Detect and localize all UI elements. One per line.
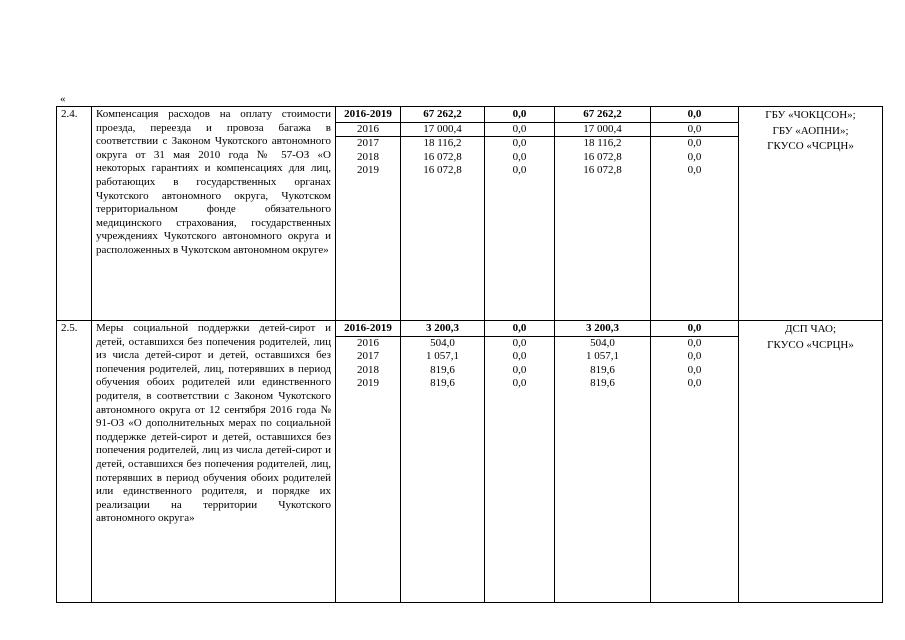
amount-value: 0,0 — [512, 150, 527, 163]
row-number: 2.5. — [57, 321, 92, 603]
amount-value: 0,0 — [687, 377, 702, 390]
year-value: 2019 — [357, 164, 379, 177]
amount-value: 0,0 — [512, 363, 527, 376]
responsible-executor: ГКУСО «ЧСРЦН» — [767, 140, 854, 152]
amount-value: 3 200,3 — [554, 322, 651, 337]
amount-value: 0,0 — [512, 137, 527, 150]
amount-value: 0,0 — [484, 322, 555, 337]
amount-value: 0,0 — [650, 108, 739, 123]
amount-value: 819,6 — [430, 377, 455, 390]
amount-value: 17 000,4 — [400, 123, 485, 138]
measure-description: Компенсация расходов на оплату стоимости проезда, переезда и провоза багажа в соответствии с Законом Чукотского автономного округа от 31 мая 2010 года № 57-ОЗ «О некоторых гарантиях и компенсациях для лиц, работающих в государственных органах Чукотского автономного округа, Чукотском территориальном фонде обязательного медицинского страхования, государственных учреждениях Чукотского автономного округа и расположенных в Чукотском автономном округе» — [92, 107, 336, 321]
amount-value: 16 072,8 — [423, 164, 462, 177]
years-cell — [336, 321, 401, 603]
amount-value: 18 116,2 — [583, 137, 622, 150]
total-amount-cell — [401, 321, 485, 603]
program-measures-table — [56, 106, 883, 603]
year-value: 2017 — [357, 137, 379, 150]
years-cell — [336, 107, 401, 321]
amount-value: 0,0 — [687, 363, 702, 376]
amount-value: 819,6 — [590, 363, 615, 376]
year-value: 2017 — [357, 350, 379, 363]
amount-value: 0,0 — [650, 123, 739, 138]
amount-col-b-cell — [555, 321, 651, 603]
opening-quote-mark: « — [60, 93, 66, 105]
amount-col-a-cell — [485, 107, 555, 321]
amount-value: 0,0 — [512, 164, 527, 177]
amount-value: 0,0 — [687, 137, 702, 150]
amount-value: 3 200,3 — [400, 322, 485, 337]
amount-value: 0,0 — [484, 123, 555, 138]
responsible-executor: ГБУ «АОПНИ»; — [772, 124, 849, 137]
amount-value: 504,0 — [590, 336, 615, 349]
responsible-executor: ГБУ «ЧОКЦСОН»; — [765, 109, 856, 121]
responsible-executor: ДСП ЧАО; — [784, 323, 837, 335]
amount-col-a-cell — [485, 321, 555, 603]
year-period: 2016-2019 — [335, 108, 401, 123]
amount-value: 16 072,8 — [583, 150, 622, 163]
measure-description: Меры социальной поддержки детей-сирот и детей, оставшихся без попечения родителей, лиц из числа детей-сирот и детей, оставшихся без попечения родителей, лиц, потерявших в период обучения обоих родителей или единственного родителя, в соответствии с Законом Чукотского автономного округа от 12 сентября 2016 года № 91-ОЗ «О дополнительных мерах по социальной поддержке детей-сирот и детей, оставшихся без попечения родителей, лиц из числа детей-сирот и детей, оставшихся без попечения родителей, лиц, потерявших в период обучения обоих родителей или единственного родителя, и порядке их реализации на территории Чукотского автономного округа» — [92, 321, 336, 603]
amount-value: 0,0 — [512, 377, 527, 390]
amount-value: 0,0 — [484, 108, 555, 123]
amount-value: 16 072,8 — [423, 150, 462, 163]
year-period: 2016-2019 — [335, 322, 401, 337]
amount-col-c-cell — [651, 321, 739, 603]
amount-col-c-cell — [651, 107, 739, 321]
amount-value: 0,0 — [650, 322, 739, 337]
year-value: 2016 — [335, 123, 401, 138]
row-number: 2.4. — [57, 107, 92, 321]
amount-value: 17 000,4 — [554, 123, 651, 138]
amount-value: 0,0 — [512, 336, 527, 349]
table-row — [57, 107, 883, 321]
amount-value: 16 072,8 — [583, 164, 622, 177]
year-value: 2018 — [357, 363, 379, 376]
amount-value: 819,6 — [430, 363, 455, 376]
year-value: 2016 — [357, 336, 379, 349]
amount-value: 18 116,2 — [423, 137, 462, 150]
amount-value: 1 057,1 — [426, 350, 459, 363]
responsible-executors-cell — [739, 321, 883, 603]
amount-value: 819,6 — [590, 377, 615, 390]
amount-value: 504,0 — [430, 336, 455, 349]
responsible-executors-cell — [739, 107, 883, 321]
responsible-executor: ГКУСО «ЧСРЦН» — [767, 338, 854, 351]
amount-value: 67 262,2 — [554, 108, 651, 123]
amount-value: 0,0 — [687, 350, 702, 363]
amount-col-b-cell — [555, 107, 651, 321]
year-value: 2019 — [357, 377, 379, 390]
amount-value: 1 057,1 — [586, 350, 619, 363]
amount-value: 0,0 — [687, 164, 702, 177]
amount-value: 67 262,2 — [400, 108, 485, 123]
amount-value: 0,0 — [687, 336, 702, 349]
total-amount-cell — [401, 107, 485, 321]
table-row — [57, 321, 883, 603]
amount-value: 0,0 — [687, 150, 702, 163]
amount-value: 0,0 — [512, 350, 527, 363]
year-value: 2018 — [357, 150, 379, 163]
